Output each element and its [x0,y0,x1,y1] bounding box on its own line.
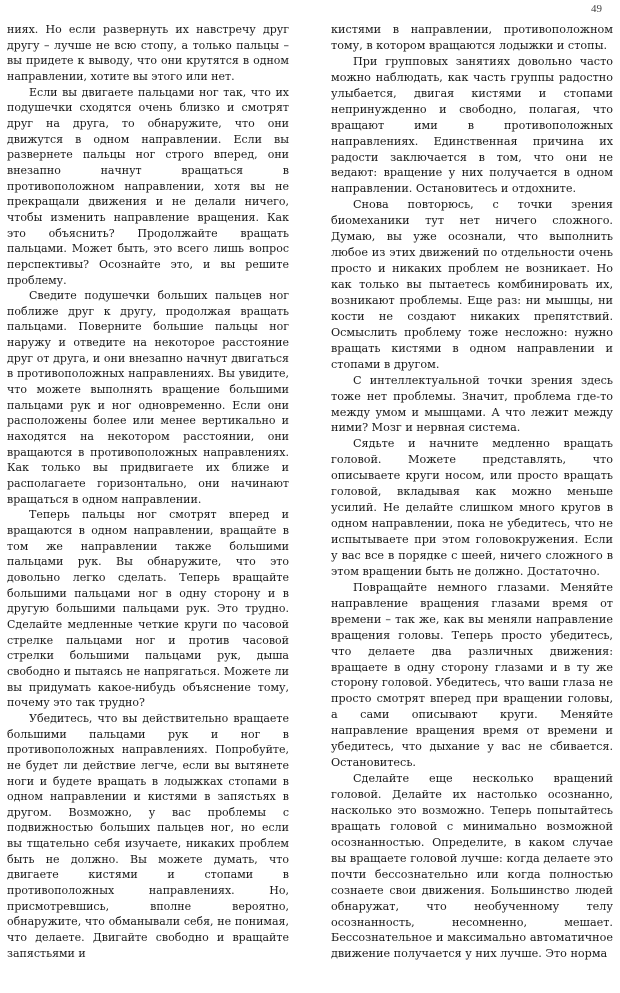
paragraph: ниях. Но если развернуть их навстречу друг другу – лучше не всю стопу, а только пальцы – вы придете к выводу, что они крутятся в одном направлении, хотите вы этого или нет. [7,23,289,83]
paragraph: Убедитесь, что вы действительно вращаете большими пальцами рук и ног в противоположных направлениях. Попробуйте, не будет ли действие легче, если вы вытянете ноги и будете вращать в лодыжках стопами в одном направлении и кистями в запястьях в другом. Возможно, у вас проблемы с подвижностью больших пальцев ног, но если вы тщательно себя изучаете, никаких проблем быть не должно. Вы можете думать, что двигаете кистями и стопами в противоположных направлениях. Но, присмотревшись, вполне вероятно, обнаружите, что обманывали себя, не понимая, что делаете. Двигайте свободно и вращайте запястьями и [7,711,289,960]
paragraph: С интеллектуальной точки зрения здесь тоже нет проблемы. Значит, проблема где-то между умом и мышцами. А что лежит между ними? Мозг и нервная система. [331,373,613,435]
paragraph: Сведите подушечки больших пальцев ног поближе друг к другу, продолжая вращать пальцами. Поверните большие пальцы ног наружу и отведите на некоторое расстояние друг от друга, и они внезапно начнут двигаться в противоположных направлениях. Вы увидите, что можете выполнять вращение большими пальцами рук и ног одновременно. Если они расположены более или менее вертикально и находятся на некотором расстоянии, они вращаются в противоположных направлениях. Как только вы придвигаете их ближе и располагаете горизонтально, они начинают вращаться в одном направлении. [7,289,289,506]
paragraph: Снова повторюсь, с точки зрения биомеханики тут нет ничего сложного. Думаю, вы уже осознали, что выполнить любое из этих движений по отдельности очень просто и никаких проблем не возникает. Но как только вы пытаетесь комбинировать их, возникают проблемы. Еще раз: ни мышцы, ни кости не создают никаких препятствий. Осмыслить проблему тоже несложно: нужно вращать кистями в одном направлении и стопами в другом. [331,198,613,371]
right-column [331,22,613,962]
paragraph: Теперь пальцы ног смотрят вперед и вращаются в одном направлении, вращайте в том же направлении также большими пальцами рук. Вы обнаружите, что это довольно легко сделать. Теперь вращайте большими пальцами ног в одну сторону и в другую большими пальцами рук. Это трудно. Сделайте медленные четкие круги по часовой стрелке пальцами ног и против часовой стрелки большими пальцами рук, дыша свободно и пытаясь не напрягаться. Можете ли вы придумать какое-нибудь объяснение тому, почему это так трудно? [7,508,289,710]
paragraph: Сядьте и начните медленно вращать головой. Можете представлять, что описываете круги носом, или просто вращать головой, вкладывая как можно меньше усилий. Не делайте слишком много кругов в одном направлении, пока не убедитесь, что не испытываете при этом головокружения. Если у вас все в порядке с шеей, ничего сложного в этом вращении быть не должно. Достаточно. [331,437,613,578]
paragraph: Повращайте немного глазами. Меняйте направление вращения глазами время от времени – так же, как вы меняли направление вращения головы. Теперь просто убедитесь, что делаете два различных движения: вращаете в одну сторону глазами и в ту же сторону головой. Убедитесь, что ваши глаза не просто смотрят вперед при вращении головы, а сами описывают круги. Меняйте направление вращения время от времени и убедитесь, что дыхание у вас не сбивается. Остановитесь. [331,580,613,770]
paragraph: Сделайте еще несколько вращений головой. Делайте их настолько осознанно, насколько это возможно. Теперь попытайтесь вращать головой с минимально возможной осознанностью. Определите, в каком случае вы вращаете головой лучше: когда делаете это почти бессознательно или когда полностью сознаете свои движения. Большинство людей обнаружат, что необученному телу осознанность, несомненно, мешает. Бессознательное и максимально автоматичное движение получается у них лучше. Это норма [331,772,613,961]
left-column [7,22,289,961]
paragraph: Если вы двигаете пальцами ног так, что их подушечки сходятся очень близко и смотрят друг на друга, то обнаружите, что они движутся в одном направлении. Если вы развернете пальцы ног строго вперед, они внезапно начнут вращаться в противоположном направлении, хотя вы не прекращали движения и не делали ничего, чтобы изменить направление вращения. Как это объяснить? Продолжайте вращать пальцами. Может быть, это всего лишь вопрос перспективы? Осознайте это, и вы решите проблему. [7,85,289,287]
page-number: 49 [591,3,602,15]
paragraph: При групповых занятиях довольно часто можно наблюдать, как часть группы радостно улыбается, двигая кистями и стопами непринужденно и свободно, полагая, что вращают ими в противоположных направлениях. Единственная причина их радости заключается в том, что они не ведают: вращение у них получается в одном направлении. Остановитесь и отдохните. [331,54,613,196]
paragraph: кистями в направлении, противоположном тому, в котором вращаются лодыжки и стопы. [331,23,613,52]
